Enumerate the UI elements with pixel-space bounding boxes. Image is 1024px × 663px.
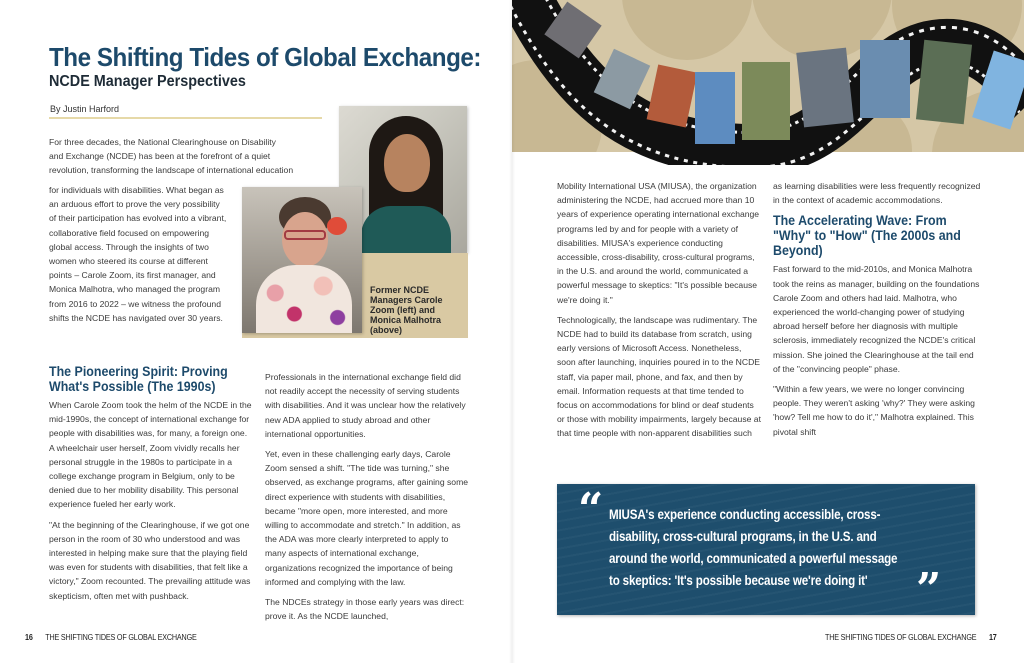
page-number: 16 <box>25 633 33 642</box>
section-heading-accelerating: The Accelerating Wave: From "Why" to "How" (The 2000s and Beyond) <box>773 213 961 259</box>
page-gutter <box>509 0 515 663</box>
photo-carole-zoom <box>242 187 362 333</box>
footer-left <box>25 633 197 642</box>
intro-line: revolution, transforming the landscape of international education <box>49 165 294 176</box>
open-quote-icon: “ <box>578 484 604 535</box>
film-strip-illustration <box>512 0 1024 165</box>
pull-quote-text: MIUSA's experience conducting accessible, cross-disability, cross-cultural programs, in the U.S. and around the world, communicated a powerful message to skeptics: 'It's possible because we're doing it' <box>609 507 898 588</box>
paragraph: When Carole Zoom took the helm of the NCDE in the mid-1990s, the concept of international exchange for people with disabilities was, for many, a foreign one. A wheelchair user herself, Zoom vividly recalls her personal struggle in the 1980s to participate in a college exchange program in Belgium, only to be denied due to her mobility disability. This personal experience fueled her early work. <box>49 400 252 510</box>
close-quote-icon: ” <box>916 564 942 615</box>
section-heading-pioneering: The Pioneering Spirit: Proving What's Possible (The 1990s) <box>49 364 228 394</box>
article-subtitle: NCDE Manager Perspectives <box>49 73 246 90</box>
paragraph: Yet, even in these challenging early days, Carole Zoom sensed a shift. "The tide was turning," she observed, as exchange programs, after gaining some direct experience with students with disabilities, became "more open, more interested, and more willing to accommodate and stretch." In addition, as the ADA was more clearly interpreted to apply to many aspects of international exchange, organizations recognized the importance of being informed and complying with the law. <box>265 449 469 587</box>
intro-paragraph-narrow: for individuals with disabilities. What began as an arduous effort to prove the very possibility of their participation has evolved into a vibrant, collaborative field focused on empowering global access. Through the insights of two women who steered its course at different points – Carole Zoom, its first manager, and Monica Malhotra, who managed the program from 2016 to 2022 – we witness the profound shifts the NCDE has navigated over 30 years. <box>49 185 227 323</box>
intro-line: For three decades, the National Clearinghouse on Disability <box>49 137 276 147</box>
column-4 <box>773 179 983 439</box>
photo-caption: Former NCDE Managers Carole Zoom (left) and Monica Malhotra (above) <box>370 285 443 335</box>
intro-line: and Exchange (NCDE) has been at the forefront of a quiet <box>49 151 271 162</box>
paragraph: "Within a few years, we were no longer convincing people. They weren't asking 'why?' They were asking 'how? Tell me how to do it'," Malhotra explained. This pivotal shift <box>773 384 975 437</box>
column-2 <box>265 370 470 623</box>
column-3 <box>557 179 762 441</box>
paragraph: "At the beginning of the Clearinghouse, if we got one person in the room of 30 who understood and was interested in helping make sure that the playing field was even for students with disabilities, that felt like a victory," Zoom recounted. The prevailing attitude was skepticism, often met with pushback. <box>49 519 251 601</box>
column-1 <box>49 364 254 603</box>
paragraph: as learning disabilities were less frequently recognized in the context of academic accommodations. <box>773 181 981 206</box>
paragraph: The NDCEs strategy in those early years was direct: prove it. As the NCDE launched, <box>265 597 465 622</box>
page-number: 17 <box>988 633 997 642</box>
article-title: The Shifting Tides of Global Exchange: <box>49 42 481 72</box>
byline-divider <box>49 117 322 119</box>
paragraph: Professionals in the international exchange field did not readily accept the necessity of serving students with disabilities. And it was unclear how the relatively new ADA applied to study abroad and other international opportunities. <box>265 372 466 439</box>
running-title: THE SHIFTING TIDES OF GLOBAL EXCHANGE <box>45 633 197 642</box>
byline: By Justin Harford <box>50 104 120 114</box>
paragraph: Technologically, the landscape was rudimentary. The NCDE had to build its database from scratch, using early versions of Microsoft Access. Nonetheless, soon after launching, inquiries poured in to the NCDE staff, via paper mail, phone, and fax, and then by email. Information requests at that time tended to focus on accommodations for blind or deaf students or those with mobility impairments, largely because at that time people with non-apparent disabilities such <box>557 314 761 439</box>
footer-right <box>825 633 997 642</box>
paragraph: Fast forward to the mid-2010s, and Monica Malhotra took the reins as manager, building on the foundations Carole Zoom and others had laid. Malhotra, who experienced the world-changing power of studying abroad herself before her diagnosis with multiple sclerosis, immediately recognized the NCDE's critical mission. She joined the Clearinghouse at the tail end of the "convincing people" phase. <box>773 264 980 374</box>
running-title: THE SHIFTING TIDES OF GLOBAL EXCHANGE <box>825 633 977 642</box>
paragraph: Mobility International USA (MIUSA), the organization administering the NCDE, had accrued more than 10 years of experience operating international exchange programs led by and for people with a variety of disabilities. MIUSA's experience conducting accessible, cross-disability, cross-cultural programs, in the U.S. and around the world, communicated a powerful message to skeptics: "It's possible because we're doing it." <box>557 181 760 305</box>
